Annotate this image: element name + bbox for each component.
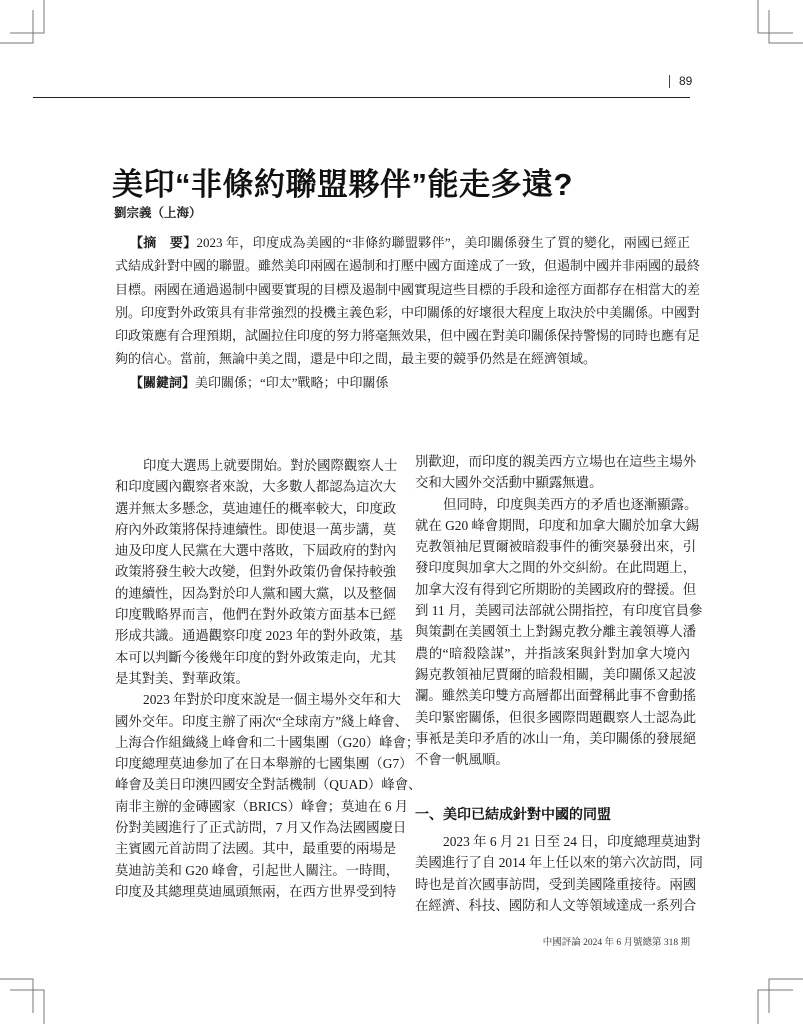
page-number-divider (669, 75, 670, 88)
abstract-line: 式結成針對中國的聯盟。雖然美印兩國在遏制和打壓中國方面達成了一致，但遏制中國并非兩國的最終 (115, 258, 701, 274)
paragraph-line: 但同時，印度與美西方的矛盾也逐漸顯露。 (443, 496, 698, 512)
paragraph-line: 與策劃在美國領土上對錫克教分離主義領導人潘 (415, 624, 697, 640)
header-rule (33, 97, 690, 98)
paragraph-line: 府內外政策將保持連續性。即使退一萬步講，莫 (115, 521, 397, 537)
paragraph-line: 發印度與加拿大之間的外交糾紛。在此問題上， (415, 560, 697, 576)
paragraph-line: 的連續性，因為對於印人黨和國大黨，以及整個 (115, 585, 397, 601)
paragraph-line: 美印緊密關係，但很多國際問題觀察人士認為此 (415, 709, 697, 725)
paragraph-line: 加拿大沒有得到它所期盼的美國政府的聲援。但 (415, 581, 697, 597)
article-author: 劉宗義（上海） (114, 206, 202, 220)
paragraph-line: 在經濟、科技、國防和人文等領域達成一系列合 (415, 897, 697, 913)
paragraph-line: 上海合作組織綫上峰會和二十國集團（G20）峰會； (115, 734, 420, 750)
paragraph-line: 印度總理莫迪參加了在日本舉辦的七國集團（G7） (115, 756, 413, 772)
abstract-line: 目標。兩國在通過遏制中國要實現的目標及遏制中國實現這些目標的手段和途徑方面都存在相當大的差 (115, 281, 701, 297)
paragraph-line: 形成共識。通過觀察印度 2023 年的對外政策，基 (115, 628, 403, 644)
abstract-line: 夠的信心。當前，無論中美之間，還是中印之間，最主要的競爭仍然是在經濟領域。 (115, 351, 597, 367)
paragraph-line: 事衹是美印矛盾的冰山一角，美印關係的發展絕 (415, 730, 697, 746)
abstract-line (115, 231, 690, 254)
section-body (415, 831, 703, 916)
paragraph-line: 時也是首次國事訪問，受到美國隆重接待。兩國 (415, 876, 697, 892)
paragraph-line: 南非主辦的金磚國家（BRICS）峰會；莫迪在 6 月 (115, 798, 409, 814)
paragraph-line: 選并無太多懸念，莫迪連任的概率較大，印度政 (115, 500, 397, 516)
keywords: 美印關係；“印太”戰略；中印關係 (195, 374, 389, 390)
paragraph-line: 農的“暗殺陰謀”，并指該案與針對加拿大境內 (415, 645, 690, 661)
abstract-label: 【摘 要】 (130, 235, 197, 250)
abstract (115, 231, 701, 394)
keywords-label: 【關鍵詞】 (130, 374, 196, 390)
paragraph-line: 克教領袖尼賈爾被暗殺事件的衝突暴發出來，引 (415, 539, 697, 555)
footer-journal-issue: 中國評論 2024 年 6 月號總第 318 期 (542, 938, 690, 948)
paragraph-line: 印度戰略界而言，他們在對外政策方面基本已經 (115, 607, 397, 623)
paragraph-line: 主賓國元首訪問了法國。其中，最重要的兩場是 (115, 841, 397, 857)
paragraph-line: 印度大選馬上就要開始。對於國際觀察人士 (143, 458, 398, 473)
abstract-line: 別。印度對外政策具有非常強烈的投機主義色彩，中印關係的好壞很大程度上取決於中美關係。中國對 (115, 304, 701, 320)
paragraph-line: 到 11 月，美國司法部就公開指控，有印度官員參 (415, 603, 703, 619)
keywords-line (115, 371, 690, 394)
paragraph-line: 印度及其總理莫迪風頭無兩，在西方世界受到特 (115, 883, 397, 899)
paragraph-line: 份對美國進行了正式訪問，7 月又作為法國國慶日 (115, 820, 407, 836)
paragraph-line: 國外交年。印度主辦了兩次“全球南方”綫上峰會、 (115, 713, 409, 729)
paragraph-line: 本可以判斷今後幾年印度的對外政策走向，尤其 (115, 649, 397, 665)
paragraph-line: 錫克教領袖尼賈爾的暗殺相關，美印關係又起波 (415, 666, 697, 682)
paragraph-line: 2023 年 6 月 21 日至 24 日，印度總理莫迪對 (443, 834, 701, 849)
paragraph-line: 和印度國內觀察者來說，大多數人都認為這次大 (115, 479, 397, 495)
paragraph-line: 是其對美、對華政策。 (115, 670, 249, 686)
abstract-text: 2023 年，印度成為美國的“非條約聯盟夥伴”，美印關係發生了質的變化，兩國已經正 (196, 235, 690, 250)
article-title: 美印“非條約聯盟夥伴”能走多遠? (112, 167, 573, 202)
paragraph-line: 瀾。雖然美印雙方高層都出面聲稱此事不會動搖 (415, 688, 697, 704)
paragraph-line: 不會一帆風順。 (415, 752, 509, 768)
paragraph-line: 就在 G20 峰會期間，印度和加拿大關於加拿大錫 (415, 517, 700, 533)
paragraph-line: 美國進行了自 2014 年上任以來的第六次訪問，同 (415, 855, 703, 871)
paragraph-line: 峰會及美日印澳四國安全對話機制（QUAD）峰會、 (115, 777, 422, 793)
paragraph-line: 別歡迎，而印度的親美西方立場也在這些主場外 (415, 454, 697, 469)
paragraph-line: 迪及印度人民黨在大選中落敗，下屆政府的對內 (115, 543, 397, 559)
section-heading: 一、美印已結成針對中國的同盟 (415, 806, 611, 822)
page-number: 89 (679, 74, 693, 88)
right-column (415, 451, 703, 770)
paragraph-line: 2023 年對於印度來說是一個主場外交年和大 (143, 692, 401, 708)
paragraph-line: 莫迪訪美和 G20 峰會，引起世人關注。一時間， (115, 862, 400, 878)
left-column (115, 455, 422, 902)
abstract-line: 印政策應有合理預期，試圖拉住印度的努力將毫無效果，但中國在對美印關係保持警惕的同時也應有足 (115, 328, 701, 344)
paragraph-line: 交和大國外交活動中顯露無遺。 (415, 475, 603, 491)
paragraph-line: 政策將發生較大改變，但對外政策仍會保持較強 (115, 564, 397, 580)
